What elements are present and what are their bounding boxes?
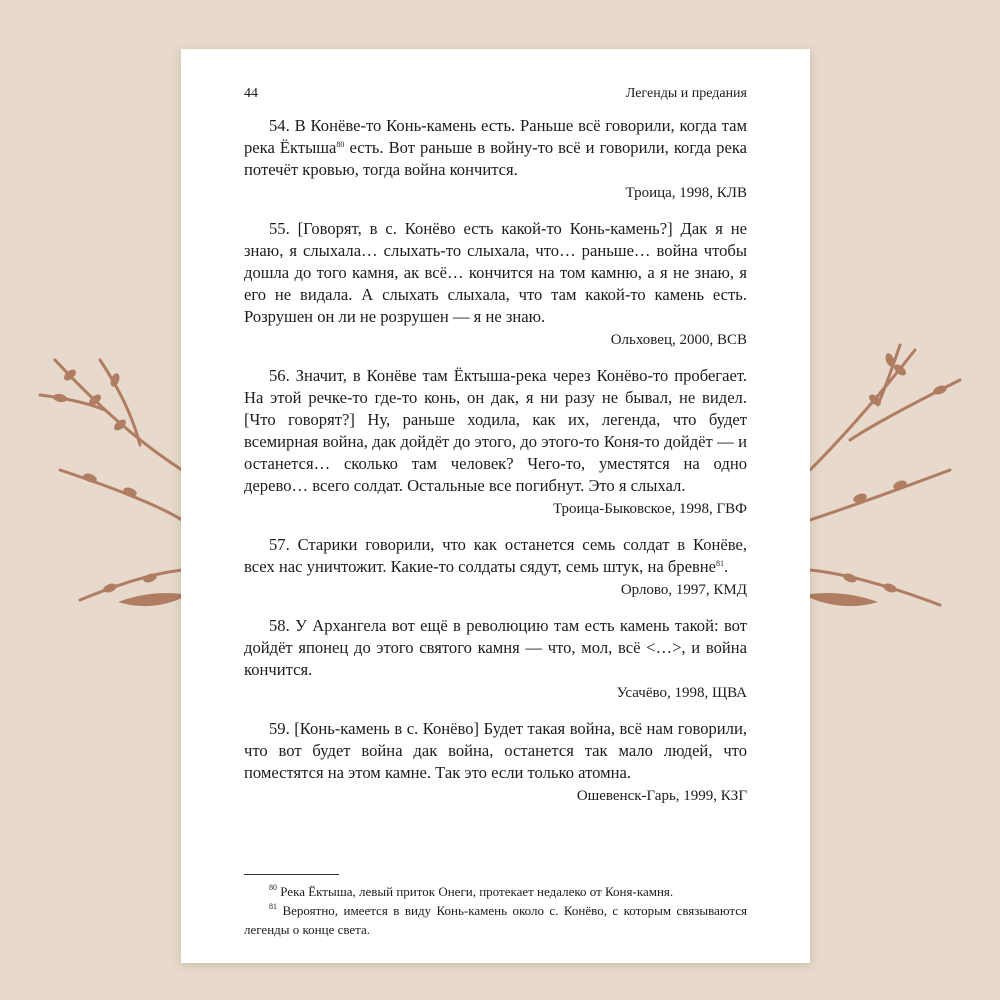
entry-text: 55. [Говорят, в с. Конёво есть какой-то Конь-камень?] Дак я не знаю, я слыхала… слыхать-то слыхала, что… раньше… война чтобы дошла до того камня, ак всё… кончится на том камню, а я не знаю, я его не видала. А слыхать слыхала, что там какой-то камень есть. Розрушен он ли не розрушен — я не знаю. <box>244 219 747 326</box>
footnote-divider <box>244 874 339 875</box>
entry-source: Троица-Быковское, 1998, ГВФ <box>552 501 747 517</box>
footnote-number: 81 <box>269 902 277 911</box>
entry-text: 57. Старики говорили, что как останется семь солдат в Конёве, всех нас уничтожит. Какие-то солдаты сядут, семь штук, на бревне$^{81}$. <box>244 535 747 576</box>
footnote-number: 80 <box>269 883 277 892</box>
entry-source: Усачёво, 1998, ЩВА <box>616 685 747 701</box>
entry-source: Ошевенск-Гарь, 1999, КЗГ <box>576 788 747 804</box>
entry-text: 58. У Архангела вот ещё в революцию там есть камень такой: вот дойдёт японец до этого святого камня — что, мол, всё <…>, и война кончится. <box>244 616 747 679</box>
legend-entry <box>244 615 747 704</box>
entry-text: 54. В Конёве-то Конь-камень есть. Раньше всё говорили, когда там река Ёктыша$^{80}$ есть. Вот раньше в войну-то всё и говорили, когда река потечёт кровью, тогда война кончится. <box>244 116 747 179</box>
entry-text: 56. Значит, в Конёве там Ёктыша-река через Конёво-то пробегает. На этой речке-то где-то конь, он дак, я ни разу не бывал, не видел. [Что говорят?] Ну, раньше ходила, как их, легенда, что будет всемирная война, дак дойдёт до этого, до этого-то Коня-то дойдёт — и останется… сколько там человек? Чего-то, уместятся на одно дерево… всего солдат. Остальные все погибнут. Это я слыхал. <box>244 366 747 495</box>
entry-source: Орлово, 1997, КМД <box>620 582 747 598</box>
footnote <box>244 901 747 939</box>
footnote-ref: 80 <box>336 140 345 149</box>
legend-entries <box>244 115 747 807</box>
footnote-ref: 81 <box>716 559 725 568</box>
footnote-text: Вероятно, имеется в виду Конь-камень около с. Конёво, с которым связываются легенды о конце света. <box>244 903 748 937</box>
book-page <box>181 49 810 963</box>
legend-entry <box>244 365 747 520</box>
legend-entry <box>244 115 747 204</box>
entry-source: Троица, 1998, КЛВ <box>625 185 747 201</box>
footnote <box>244 882 747 901</box>
running-header <box>244 86 747 106</box>
footnotes <box>244 882 747 939</box>
legend-entry <box>244 718 747 807</box>
legend-entry <box>244 534 747 601</box>
legend-entry <box>244 218 747 351</box>
footnote-text: Река Ёктыша, левый приток Онеги, протекает недалеко от Коня-камня. <box>280 884 674 899</box>
running-title: Легенды и предания <box>625 86 747 101</box>
page-number: 44 <box>244 86 258 101</box>
entry-source: Ольховец, 2000, ВСВ <box>610 332 747 348</box>
entry-text: 59. [Конь-камень в с. Конёво] Будет такая война, всё нам говорили, что вот будет война дак война, останется так мало людей, что поместятся на этом камне. Так это если только атомна. <box>244 719 747 782</box>
